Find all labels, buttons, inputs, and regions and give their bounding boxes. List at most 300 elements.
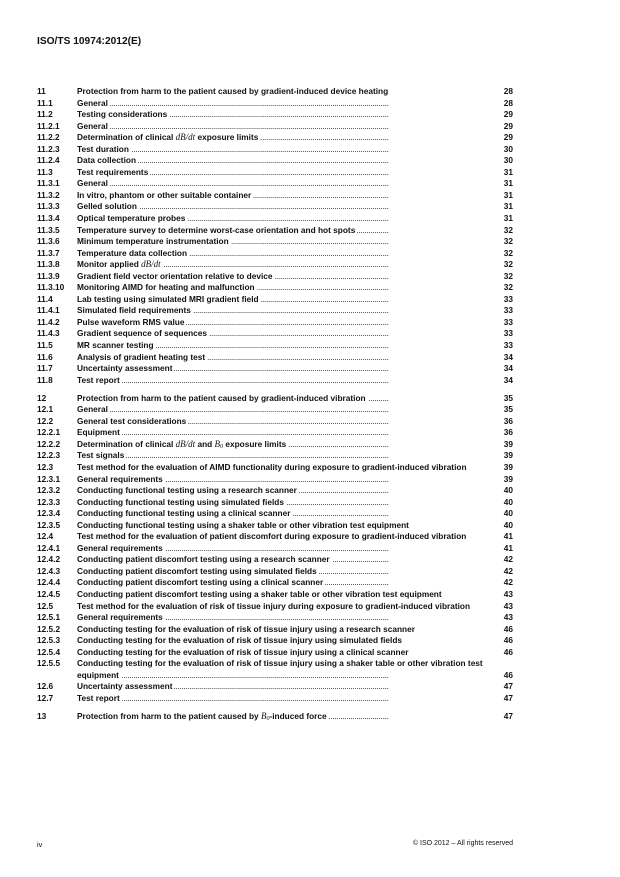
toc-entry[interactable] [37, 497, 513, 509]
toc-entry[interactable] [37, 282, 513, 294]
title-text [77, 132, 176, 142]
toc-entry-title [77, 363, 513, 375]
toc-entry-number: 11.2.3 [37, 143, 60, 154]
toc-entry[interactable] [37, 693, 513, 705]
toc-entry-number: 12.2 [37, 415, 54, 426]
toc-entry[interactable] [37, 404, 513, 416]
toc-entry-page: 29 [503, 120, 513, 131]
toc-entry-number: 11.4.1 [37, 305, 60, 316]
title-segment: Test requirements [77, 166, 149, 177]
toc-entry-page: 29 [503, 132, 513, 143]
toc-entry-title [77, 155, 513, 167]
toc-entry[interactable] [37, 363, 513, 375]
toc-entry-number: 12.4.2 [37, 554, 61, 565]
title-segment: -induced force [269, 710, 327, 721]
toc-entry[interactable] [37, 132, 513, 144]
title-text [77, 178, 108, 188]
title-text [77, 577, 323, 587]
title-text [77, 98, 108, 108]
title-segment: Test signals [77, 450, 125, 461]
toc-entry-title [77, 201, 513, 213]
toc-entry-number: 11.3.4 [37, 213, 60, 224]
toc-entry-page: 33 [503, 293, 513, 304]
toc-entry[interactable] [37, 109, 513, 121]
title-segment: General requirements [77, 473, 163, 484]
title-segment: Protection from harm to the patient caused by gradient-induced device heating [77, 86, 389, 96]
toc-entry-title [77, 259, 513, 271]
title-text [77, 328, 207, 338]
title-segment: Conducting functional testing using a clinical scanner [77, 508, 291, 519]
toc-entry[interactable] [37, 213, 513, 225]
toc-entry-page: 40 [503, 519, 513, 530]
toc-entry-page: 42 [503, 565, 513, 576]
toc-entry-title [77, 98, 513, 110]
title-segment: Conducting functional testing using simulated fields [77, 496, 284, 507]
title-segment: Test duration [77, 143, 129, 154]
title-text [77, 635, 402, 645]
toc-entry-page: 39 [503, 438, 513, 449]
title-text [77, 144, 129, 154]
toc-entry[interactable] [37, 236, 513, 248]
toc-entry-page: 32 [503, 270, 513, 281]
toc-entry-number: 11.2 [37, 109, 53, 120]
title-segment: Lab testing using simulated MRI gradient field [77, 293, 259, 304]
toc-entry[interactable] [37, 375, 513, 387]
title-segment: Conducting patient discomfort testing using simulated fields [77, 565, 317, 576]
toc-entry-page: 46 [503, 646, 513, 657]
toc-entry-number: 11.3.10 [37, 282, 65, 293]
toc-entry[interactable] [37, 508, 513, 520]
toc-entry-page: 32 [503, 224, 513, 235]
title-text [77, 462, 467, 472]
toc-entry-title [77, 612, 513, 624]
toc-entry-title [77, 693, 513, 705]
toc-entry-page: 43 [503, 600, 513, 611]
toc-entry-number: 12.3.1 [37, 473, 61, 484]
math-symbol [141, 259, 161, 269]
title-segment: Monitor applied [77, 259, 142, 270]
toc-entry-page: 47 [503, 710, 513, 721]
toc-entry-page: 29 [503, 109, 513, 120]
toc-entry-page: 28 [503, 86, 513, 96]
toc-entry[interactable] [37, 340, 513, 352]
title-segment: Data collection [77, 155, 137, 166]
title-text [77, 317, 184, 327]
toc-entry-title [77, 566, 513, 578]
toc-entry-number: 12.4.3 [37, 565, 61, 576]
toc-entry-number: 11 [37, 86, 46, 96]
title-segment: MR scanner testing [77, 340, 154, 351]
toc-entry[interactable] [37, 589, 513, 601]
toc-entry-number: 11.3.5 [37, 224, 60, 235]
title-text [77, 474, 163, 484]
toc-entry[interactable] [37, 201, 513, 213]
toc-entry-title [77, 554, 513, 566]
toc-entry-page: 36 [503, 415, 513, 426]
toc-entry-page: 33 [503, 328, 513, 339]
toc-entry-page: 32 [503, 282, 513, 293]
subscript: 0 [266, 715, 270, 722]
toc-entry-number: 11.7 [37, 363, 53, 374]
title-text [77, 601, 470, 611]
toc-entry[interactable] [37, 155, 513, 167]
title-segment: Conducting patient discomfort testing using a clinical scanner [77, 577, 324, 588]
toc-entry-page: 33 [503, 305, 513, 316]
title-text [77, 531, 466, 541]
title-text [77, 375, 120, 385]
toc-entry-title [77, 132, 513, 144]
title-text [77, 693, 120, 703]
toc-entry-page: 31 [503, 201, 513, 212]
toc-entry-page: 30 [503, 155, 513, 166]
title-segment: Protection from harm to the patient caused by gradient-induced vibration [77, 392, 366, 403]
toc-entry-number: 12.1 [37, 404, 54, 415]
toc-entry[interactable] [37, 450, 513, 462]
toc-entry-title [77, 340, 513, 352]
toc-entry[interactable] [37, 144, 513, 156]
title-text [77, 647, 408, 657]
toc-entry-page: 35 [503, 404, 513, 415]
title-text [77, 201, 137, 211]
title-text [77, 520, 409, 530]
title-segment: General [77, 120, 108, 131]
title-segment: Conducting patient discomfort testing using a research scanner [77, 554, 330, 565]
title-segment: General test considerations [77, 415, 187, 426]
toc-entry-page: 40 [503, 485, 513, 496]
toc-entry-title [77, 248, 513, 260]
title-segment: Test report [77, 692, 120, 703]
toc-entry[interactable] [37, 485, 513, 497]
toc-entry-title [77, 271, 513, 283]
title-text [77, 271, 273, 281]
toc-entry-number: 12.3.4 [37, 508, 61, 519]
toc-entry-title [77, 462, 513, 474]
title-segment: Conducting patient discomfort testing using a shaker table or other vibration test equipment [77, 589, 442, 600]
toc-entry[interactable] [37, 439, 513, 451]
toc-entry[interactable] [37, 474, 513, 486]
toc-entry-page: 32 [503, 247, 513, 258]
toc-entry[interactable] [37, 305, 513, 317]
title-text [77, 485, 297, 495]
toc-entry-number: 11.3.1 [37, 178, 60, 189]
toc-entry-number: 12.5.5 [37, 658, 61, 669]
title-segment: Test method for the evaluation of AIMD functionality during exposure to gradient-induced vibration [77, 462, 467, 472]
toc-entry[interactable] [37, 271, 513, 283]
title-segment: Temperature data collection [77, 247, 188, 258]
toc-entry-page: 43 [503, 612, 513, 623]
title-text [77, 305, 191, 315]
title-segment: In vitro, phantom or other suitable container [77, 189, 252, 200]
toc-entry-number: 12.3 [37, 462, 54, 472]
title-text [269, 711, 326, 721]
toc-entry[interactable] [37, 531, 513, 543]
toc-entry-title [77, 589, 513, 601]
toc-entry-title [77, 190, 513, 202]
document-id-header: ISO/TS 10974:2012(E) [37, 36, 142, 47]
title-segment: Conducting testing for the evaluation of risk of tissue injury using a shaker table or other vibration test equipment [77, 658, 483, 680]
toc-entry-title [77, 213, 513, 225]
toc-entry-page: 31 [503, 189, 513, 200]
toc-entry-page: 47 [503, 692, 513, 703]
toc-entry-title [77, 658, 513, 681]
toc-entry[interactable] [37, 416, 513, 428]
toc-entry-page: 39 [503, 473, 513, 484]
toc-entry[interactable] [37, 121, 513, 133]
toc-entry-page: 30 [503, 143, 513, 154]
toc-entry-title [77, 375, 513, 387]
toc-entry-number: 12.4.5 [37, 589, 61, 600]
toc-entry-number: 11.3.7 [37, 247, 60, 258]
toc-entry[interactable] [37, 462, 513, 474]
toc-entry[interactable] [37, 259, 513, 271]
title-segment: Simulated field requirements [77, 305, 191, 316]
toc-entry-number: 11.3.6 [37, 236, 60, 247]
toc-entry-number: 11.2.4 [37, 155, 60, 166]
title-segment: Gradient field vector orientation relative to device [77, 270, 273, 281]
toc-entry-page: 46 [503, 669, 513, 680]
toc-entry[interactable] [37, 681, 513, 693]
toc-entry-page: 47 [503, 681, 513, 692]
toc-entry-number: 12.3.2 [37, 485, 61, 496]
title-text [77, 294, 259, 304]
toc-entry-number: 12.2.1 [37, 427, 61, 438]
toc-entry-number: 11.4.3 [37, 328, 60, 339]
toc-entry-title [77, 305, 513, 317]
title-text [77, 612, 163, 622]
title-segment: Pulse waveform RMS value [77, 316, 185, 327]
title-segment: Determination of clinical [77, 132, 176, 143]
toc-entry-page: 39 [503, 462, 513, 472]
toc-entry-title [77, 439, 513, 451]
toc-entry-title [77, 497, 513, 509]
toc-entry-number: 12.4 [37, 531, 54, 542]
title-text [77, 155, 136, 165]
toc-entry-title [77, 681, 513, 693]
title-segment: General requirements [77, 542, 163, 553]
title-segment: dB/dt [141, 259, 161, 270]
title-segment: Analysis of gradient heating test [77, 351, 206, 362]
table-of-contents [37, 86, 513, 723]
toc-entry-number: 11.8 [37, 374, 53, 385]
toc-entry-page: 46 [503, 635, 513, 646]
title-text [77, 282, 255, 292]
math-symbol [215, 439, 224, 449]
title-segment: Protection from harm to the patient caused by [77, 710, 261, 721]
toc-entry-number: 11.3.9 [37, 270, 60, 281]
toc-entry-page: 31 [503, 178, 513, 189]
toc-entry-page: 43 [503, 589, 513, 600]
toc-entry-title [77, 225, 513, 237]
toc-entry[interactable] [37, 554, 513, 566]
toc-entry[interactable] [37, 190, 513, 202]
title-text [77, 121, 108, 131]
title-text [77, 340, 154, 350]
toc-entry-page: 40 [503, 508, 513, 519]
toc-entry-page: 42 [503, 554, 513, 565]
toc-entry[interactable] [37, 601, 513, 613]
toc-entry-number: 12.7 [37, 692, 54, 703]
toc-entry-number: 12.4.4 [37, 577, 61, 588]
toc-entry-title [77, 624, 513, 636]
title-text [77, 497, 284, 507]
toc-entry-number: 12.5.2 [37, 623, 61, 634]
title-text [77, 259, 141, 269]
toc-entry[interactable] [37, 647, 513, 659]
toc-entry-title [77, 167, 513, 179]
toc-entry-title [77, 647, 513, 659]
title-text [77, 589, 442, 599]
title-text [77, 450, 124, 460]
toc-entry-page: 39 [503, 450, 513, 461]
title-text [77, 543, 163, 553]
toc-entry-title [77, 282, 513, 294]
toc-entry[interactable] [37, 225, 513, 237]
title-text [195, 132, 258, 142]
title-segment: Minimum temperature instrumentation [77, 236, 229, 247]
math-symbol [176, 132, 196, 142]
toc-entry[interactable] [37, 543, 513, 555]
title-text [77, 352, 205, 362]
title-segment: Conducting testing for the evaluation of risk of tissue injury using a clinical scanner [77, 646, 409, 657]
title-text [77, 416, 186, 426]
title-segment: and [195, 438, 215, 449]
toc-entry[interactable] [37, 317, 513, 329]
title-segment: Monitoring AIMD for heating and malfunction [77, 282, 255, 293]
title-text [77, 248, 187, 258]
toc-entry-page: 36 [503, 427, 513, 438]
toc-entry-page: 31 [503, 213, 513, 224]
subscript: 0 [220, 443, 224, 450]
title-text [77, 624, 415, 634]
toc-entry-title [77, 427, 513, 439]
toc-entry-number: 12.3.3 [37, 496, 61, 507]
title-segment: Conducting functional testing using a shaker table or other vibration test equipment [77, 519, 409, 530]
toc-entry-number: 11.3 [37, 166, 53, 177]
toc-entry-number: 12.2.2 [37, 438, 61, 449]
toc-entry[interactable] [37, 612, 513, 624]
title-text [77, 109, 167, 119]
toc-entry-number: 12.6 [37, 681, 54, 692]
title-segment: Determination of clinical [77, 438, 176, 449]
footer-page-number: iv [37, 840, 43, 849]
toc-entry[interactable] [37, 635, 513, 647]
toc-entry[interactable] [37, 427, 513, 439]
toc-entry-title [77, 601, 513, 613]
toc-entry[interactable] [37, 393, 513, 405]
toc-entry[interactable] [37, 624, 513, 636]
toc-entry-number: 12.2.3 [37, 450, 61, 461]
toc-entry-page: 32 [503, 236, 513, 247]
title-segment: Gradient sequence of sequences [77, 328, 208, 339]
toc-entry-page: 34 [503, 363, 513, 374]
title-text [77, 363, 172, 373]
toc-entry-title [77, 317, 513, 329]
toc-entry-page: 33 [503, 316, 513, 327]
toc-entry[interactable] [37, 658, 513, 681]
toc-entry-title [77, 543, 513, 555]
title-segment: dB/dt [175, 438, 196, 449]
title-segment: General [77, 97, 108, 108]
toc-entry-number: 12.5.3 [37, 635, 61, 646]
toc-entry[interactable] [37, 577, 513, 589]
title-text [77, 190, 251, 200]
toc-entry-number: 11.3.3 [37, 201, 60, 212]
toc-entry-title [77, 178, 513, 190]
title-text [77, 554, 330, 564]
toc-entry[interactable] [37, 328, 513, 340]
toc-entry-number: 12.3.5 [37, 519, 61, 530]
toc-entry[interactable] [37, 294, 513, 306]
title-text [77, 681, 172, 691]
title-segment: Gelled solution [77, 201, 137, 212]
toc-entry-page: 33 [503, 340, 513, 351]
toc-entry-title [77, 86, 513, 98]
toc-entry-title [77, 635, 513, 647]
toc-entry[interactable] [37, 520, 513, 532]
title-segment: exposure limits [195, 132, 259, 143]
toc-entry-number: 11.4.2 [37, 316, 60, 327]
title-text [77, 711, 261, 721]
title-text [77, 439, 176, 449]
title-segment: Conducting functional testing using a research scanner [77, 485, 297, 496]
title-segment: Conducting testing for the evaluation of risk of tissue injury using a research scanner [77, 623, 415, 634]
toc-entry-number: 11.2.1 [37, 120, 60, 131]
title-segment: Test report [77, 374, 120, 385]
title-text [77, 86, 388, 96]
toc-entry-title [77, 328, 513, 340]
title-segment: Conducting testing for the evaluation of risk of tissue injury using simulated fields [77, 635, 402, 646]
title-text [223, 439, 286, 449]
toc-entry-number: 11.5 [37, 340, 53, 351]
footer-copyright: © ISO 2012 – All rights reserved [412, 840, 513, 847]
toc-entry[interactable] [37, 352, 513, 364]
toc-entry-title [77, 508, 513, 520]
toc-entry-title [77, 577, 513, 589]
title-segment: Test method for the evaluation of patient discomfort during exposure to gradient-induced vibration [77, 531, 467, 542]
title-segment: Equipment [77, 427, 120, 438]
toc-entry[interactable] [37, 566, 513, 578]
toc-entry-page: 41 [503, 542, 513, 553]
title-segment: Uncertainty assessment [77, 681, 173, 692]
title-segment: General requirements [77, 612, 163, 623]
toc-entry-page: 46 [503, 623, 513, 634]
title-segment: General [77, 178, 108, 189]
title-segment: General [77, 404, 108, 415]
toc-entry[interactable] [37, 248, 513, 260]
toc-entry-page: 32 [503, 259, 513, 270]
toc-entry[interactable] [37, 167, 513, 179]
toc-entry-title [77, 294, 513, 306]
toc-entry-page: 28 [503, 97, 513, 108]
toc-entry-number: 11.3.8 [37, 259, 60, 270]
title-text [77, 566, 317, 576]
toc-entry[interactable] [37, 711, 513, 723]
toc-entry[interactable] [37, 86, 513, 98]
toc-entry-number: 12.5.1 [37, 612, 61, 623]
toc-entry-number: 11.6 [37, 351, 53, 362]
toc-entry-title [77, 450, 513, 462]
toc-entry[interactable] [37, 98, 513, 110]
title-text [77, 658, 483, 680]
title-segment: Optical temperature probes [77, 213, 186, 224]
toc-entry-number: 13 [37, 710, 47, 721]
toc-entry-title [77, 711, 513, 723]
toc-entry[interactable] [37, 178, 513, 190]
toc-entry-number: 12.5.4 [37, 646, 61, 657]
title-segment: B [214, 438, 221, 449]
title-segment: B [260, 710, 267, 721]
toc-entry-number: 12.5 [37, 600, 54, 611]
